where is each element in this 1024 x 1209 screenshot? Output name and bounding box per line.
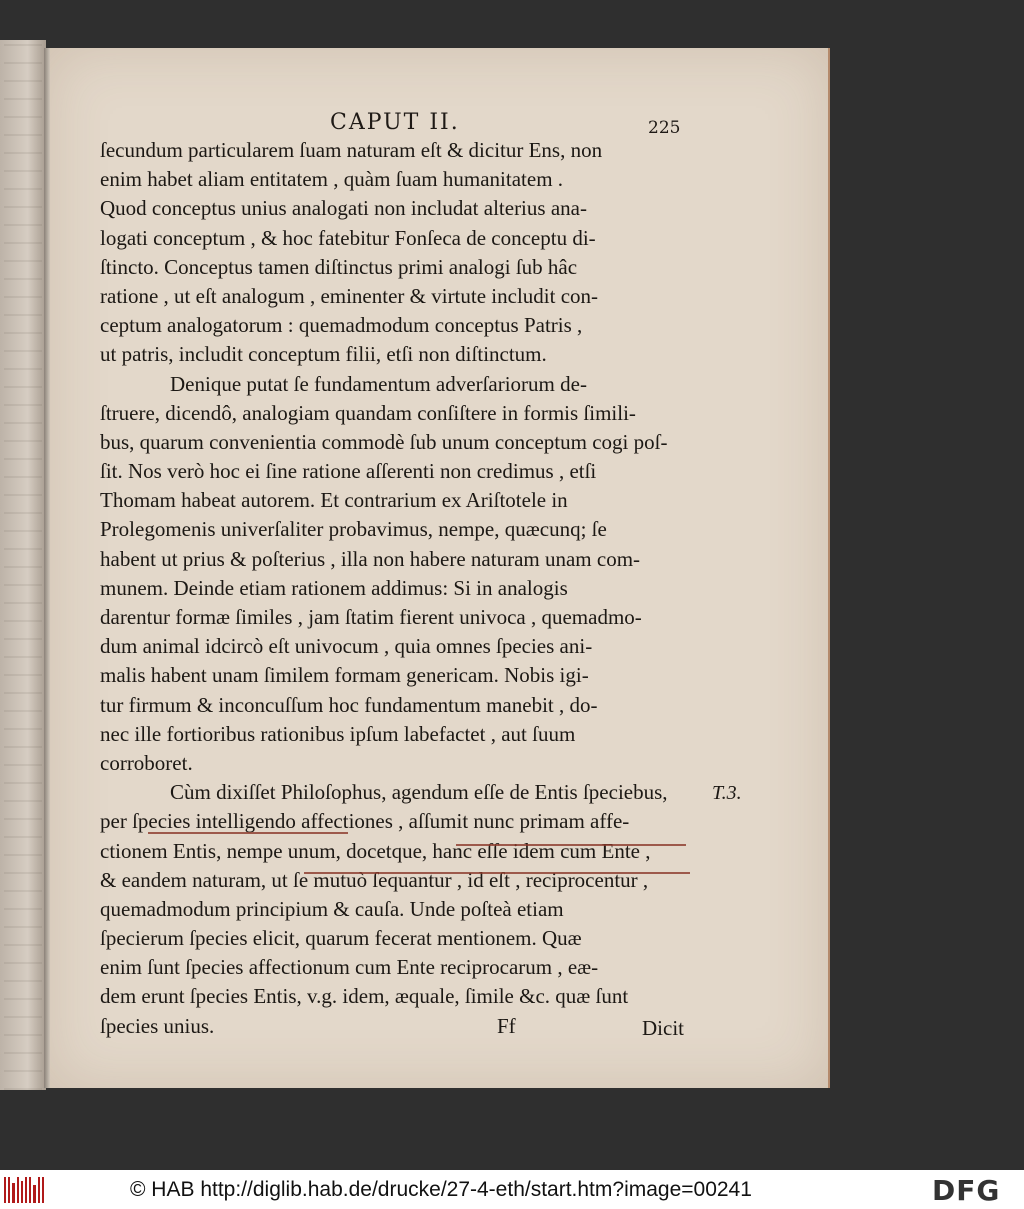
text-line: ratione , ut eſt analogum , eminenter & virtute includit con- [100,283,599,308]
text-line: ſpecierum ſpecies elicit, quarum fecerat mentionem. Quæ [100,926,582,951]
signature-mark: Ff [497,1014,516,1038]
footer-link[interactable]: © HAB http://diglib.hab.de/drucke/27-4-eth/start.htm?image=00241 [130,1178,752,1201]
body-text [100,136,710,1041]
running-head: CAPUT II. [330,110,460,135]
text-line: Denique putat ſe fundamentum adverſariorum de- [170,371,587,396]
text-line: ctionem Entis, nempe unum, docetque, hanc eſſe idem cum Ente , [100,838,651,863]
text-line: enim ſunt ſpecies affectionum cum Ente reciprocarum , eæ- [100,955,599,980]
text-line: Thomam habeat autorem. Et contrarium ex Ariſtotele in [100,488,568,513]
text-line: darentur formæ ſimiles , jam ſtatim fierent univoca , quemadmo- [100,605,642,629]
text-line: enim habet aliam entitatem , quàm ſuam humanitatem . [100,167,564,192]
text-line: dem erunt ſpecies Entis, v.g. idem, æquale, ſimile &c. quæ ſunt [100,984,629,1009]
text-line: nec ille fortioribus rationibus ipſum labefactet , aut ſuum [100,721,576,746]
handwritten-underline [304,872,690,874]
text-line: ſpecies unius. [100,1013,215,1038]
text-line: Prolegomenis univerſaliter probavimus, nempe, quæcunq; ſe [100,517,607,542]
margin-note: T.3. [712,782,742,804]
text-line: ſtruere, dicendô, analogiam quandam conſiſtere in formis ſimili- [100,400,636,425]
hab-barcode-logo-icon [4,1177,44,1203]
footer-bar [0,1170,1024,1209]
text-line: malis habent unam ſimilem formam genericam. Nobis igi- [100,663,589,688]
handwritten-underline [456,844,686,846]
text-line: Cùm dixiſſet Philoſophus, agendum eſſe de Entis ſpeciebus, [170,780,668,805]
text-line: tur firmum & inconcuſſum hoc fundamentum manebit , do- [100,692,598,717]
text-line: habent ut prius & poſterius , illa non habere naturam unam com- [100,546,641,571]
catchword: Dicit [642,1016,684,1040]
text-line: dum animal idcircò eſt univocum , quia omnes ſpecies ani- [100,634,593,659]
text-line: ceptum analogatorum : quemadmodum conceptus Patris , [100,313,583,338]
handwritten-underline [148,832,348,834]
text-line: ſtincto. Conceptus tamen diſtinctus primi analogi ſub hâc [100,254,578,279]
text-line: bus, quarum convenientia commodè ſub unum conceptum cogi poſ- [100,429,668,454]
text-line: Quod conceptus unius analogati non includat alterius ana- [100,196,587,221]
text-line: ut patris, includit conceptum filii, etſi non diſtinctum. [100,342,547,367]
page-number: 225 [648,118,681,138]
text-line: ſit. Nos verò hoc ei ſine ratione aſſerenti non credimus , etſi [100,459,597,484]
text-line: quemadmodum principium & cauſa. Unde poſteà etiam [100,896,564,921]
text-line: logati conceptum , & hoc fatebitur Fonſeca de conceptu di- [100,225,596,250]
text-line: ſecundum particularem ſuam naturam eſt & dicitur Ens, non [100,138,603,162]
text-line: munem. Deinde etiam rationem addimus: Si in analogis [100,575,568,600]
text-line: per ſpecies intelligendo affectiones , aſſumit nunc primam affe- [100,809,630,834]
dfg-logo: DFG [932,1174,1001,1207]
text-line: & eandem naturam, ut ſe mutuò ſequantur , id eſt , reciprocentur , [100,867,649,892]
previous-page-edge [0,40,46,1090]
text-line: corroboret. [100,750,193,775]
